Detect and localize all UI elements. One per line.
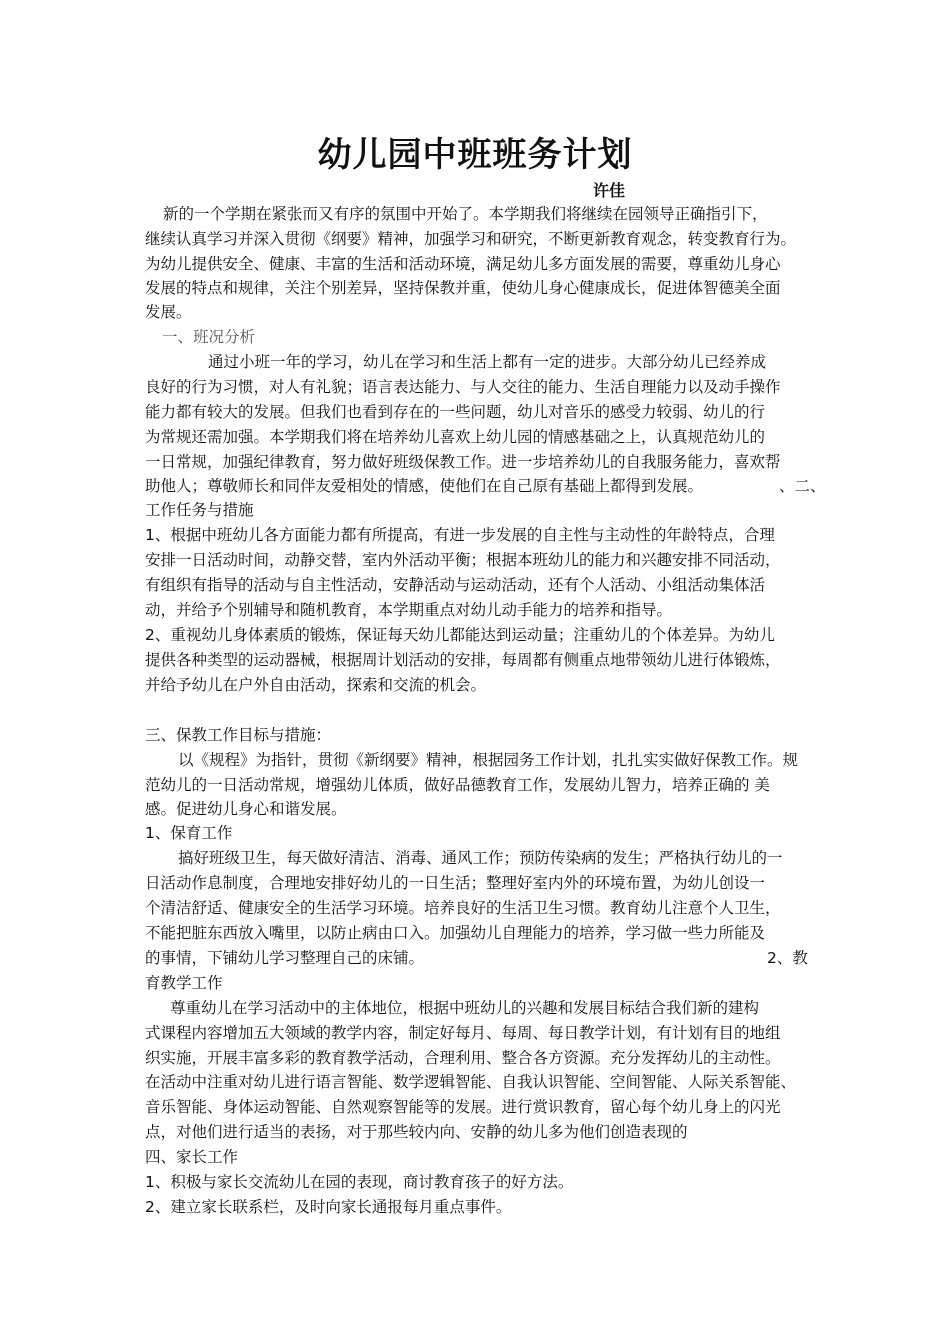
paragraph-line: 个清洁舒适、健康安全的生活学习环境。培养良好的生活卫生习惯。教育幼儿注意个人卫生， — [145, 899, 781, 917]
subsection-heading: 1、保育工作 — [145, 824, 233, 842]
paragraph-line: 音乐智能、身体运动智能、自然观察智能等的发展。进行赏识教育，留心每个幼儿身上的闪光 — [145, 1098, 781, 1116]
paragraph-line: 日活动作息制度，合理地安排好幼儿的一日生活；整理好室内外的环境布置，为幼儿创设一 — [145, 874, 766, 892]
paragraph-line: 助他人；尊敬师长和同伴友爱相处的情感，使他们在自己原有基础上都得到发展。 — [145, 477, 704, 495]
paragraph-line: 感。促进幼儿身心和谐发展。 — [145, 800, 347, 818]
paragraph-line: 一日常规，加强纪律教育，努力做好班级保教工作。进一步培养幼儿的自我服务能力，喜欢帮 — [145, 453, 781, 471]
paragraph-line: 并给予幼儿在户外自由活动，探索和交流的机会。 — [145, 676, 487, 694]
paragraph-line: 良好的行为习惯，对人有礼貌；语言表达能力、与人交往的能力、生活自理能力以及动手操作 — [145, 378, 781, 396]
section-heading: 一、班况分析 — [162, 328, 256, 346]
paragraph-line: 搞好班级卫生，每天做好清洁、消毒、通风工作；预防传染病的发生；严格执行幼儿的一 — [178, 849, 783, 867]
paragraph-line: 能力都有较大的发展。但我们也看到存在的一些问题，幼儿对音乐的感受力较弱、幼儿的行 — [145, 403, 766, 421]
paragraph-line: 尊重幼儿在学习活动中的主体地位，根据中班幼儿的兴趣和发展目标结合我们新的建构 — [170, 999, 760, 1017]
paragraph-line: 安排一日活动时间，动静交替，室内外活动平衡；根据本班幼儿的能力和兴趣安排不同活动， — [145, 551, 781, 569]
paragraph-line: 不能把脏东西放入嘴里，以防止病由口入。加强幼儿自理能力的培养，学习做一些力所能及 — [145, 924, 766, 942]
section-number: 、二、 — [779, 477, 826, 495]
paragraph-line: 新的一个学期在紧张而又有序的氛围中开始了。本学期我们将继续在园领导正确指引下， — [163, 205, 768, 223]
paragraph-line: 式课程内容增加五大领域的教学内容，制定好每月、每周、每日教学计划，有计划有目的地组 — [145, 1024, 781, 1042]
section-heading: 工作任务与措施 — [145, 501, 254, 519]
paragraph-line: 2、建立家长联系栏，及时向家长通报每月重点事件。 — [145, 1198, 512, 1216]
paragraph-line: 织实施，开展丰富多彩的教育教学活动，合理利用、整合各方资源。充分发挥幼儿的主动性。 — [145, 1049, 781, 1067]
paragraph-line: 通过小班一年的学习，幼儿在学习和生活上都有一定的进步。大部分幼儿已经养成 — [208, 353, 767, 371]
paragraph-line: 1、积极与家长交流幼儿在园的表现，商讨教育孩子的好方法。 — [145, 1173, 574, 1191]
paragraph-line: 范幼儿的一日活动常规，增强幼儿体质，做好品德教育工作，发展幼儿智力，培养正确的 美 — [145, 776, 770, 794]
subsection-number: 2、教 — [767, 949, 808, 967]
paragraph-line: 的事情，下铺幼儿学习整理自己的床铺。 — [145, 949, 425, 967]
paragraph-line: 点，对他们进行适当的表扬，对于那些较内向、安静的幼儿多为他们创造表现的 — [145, 1123, 688, 1141]
paragraph-line: 1、根据中班幼儿各方面能力都有所提高，有进一步发展的自主性与主动性的年龄特点，合理 — [145, 526, 775, 544]
paragraph-line: 动，并给予个别辅导和随机教育，本学期重点对幼儿动手能力的培养和指导。 — [145, 601, 673, 619]
paragraph-line: 在活动中注重对幼儿进行语言智能、数学逻辑智能、自我认识智能、空间智能、人际关系智能、 — [145, 1073, 797, 1091]
paragraph-line: 继续认真学习并深入贯彻《纲要》精神，加强学习和研究，不断更新教育观念，转变教育行为。 — [145, 230, 797, 248]
paragraph-line: 提供各种类型的运动器械，根据周计划活动的安排，每周都有侧重点地带领幼儿进行体锻炼， — [145, 651, 781, 669]
paragraph-line: 以《规程》为指针，贯彻《新纲要》精神，根据园务工作计划，扎扎实实做好保教工作。规 — [178, 751, 799, 769]
paragraph-line: 发展。 — [145, 303, 192, 321]
section-heading: 四、家长工作 — [145, 1148, 239, 1166]
subsection-heading: 育教学工作 — [145, 974, 223, 992]
paragraph-line: 发展的特点和规律，关注个别差异，坚持保教并重，使幼儿身心健康成长，促进体智德美全面 — [145, 279, 781, 297]
paragraph-line: 为常规还需加强。本学期我们将在培养幼儿喜欢上幼儿园的情感基础之上，认真规范幼儿的 — [145, 428, 766, 446]
paragraph-line: 为幼儿提供安全、健康、丰富的生活和活动环境，满足幼儿多方面发展的需要，尊重幼儿身心 — [145, 255, 781, 273]
author-name: 许佳 — [593, 181, 626, 200]
paragraph-line: 2、重视幼儿身体素质的锻炼，保证每天幼儿都能达到运动量；注重幼儿的个体差异。为幼儿 — [145, 626, 775, 644]
document-title: 幼儿园中班班务计划 — [317, 135, 633, 175]
section-heading: 三、保教工作目标与措施： — [145, 726, 332, 744]
paragraph-line: 有组织有指导的活动与自主性活动，安静活动与运动活动，还有个人活动、小组活动集体活 — [145, 576, 766, 594]
